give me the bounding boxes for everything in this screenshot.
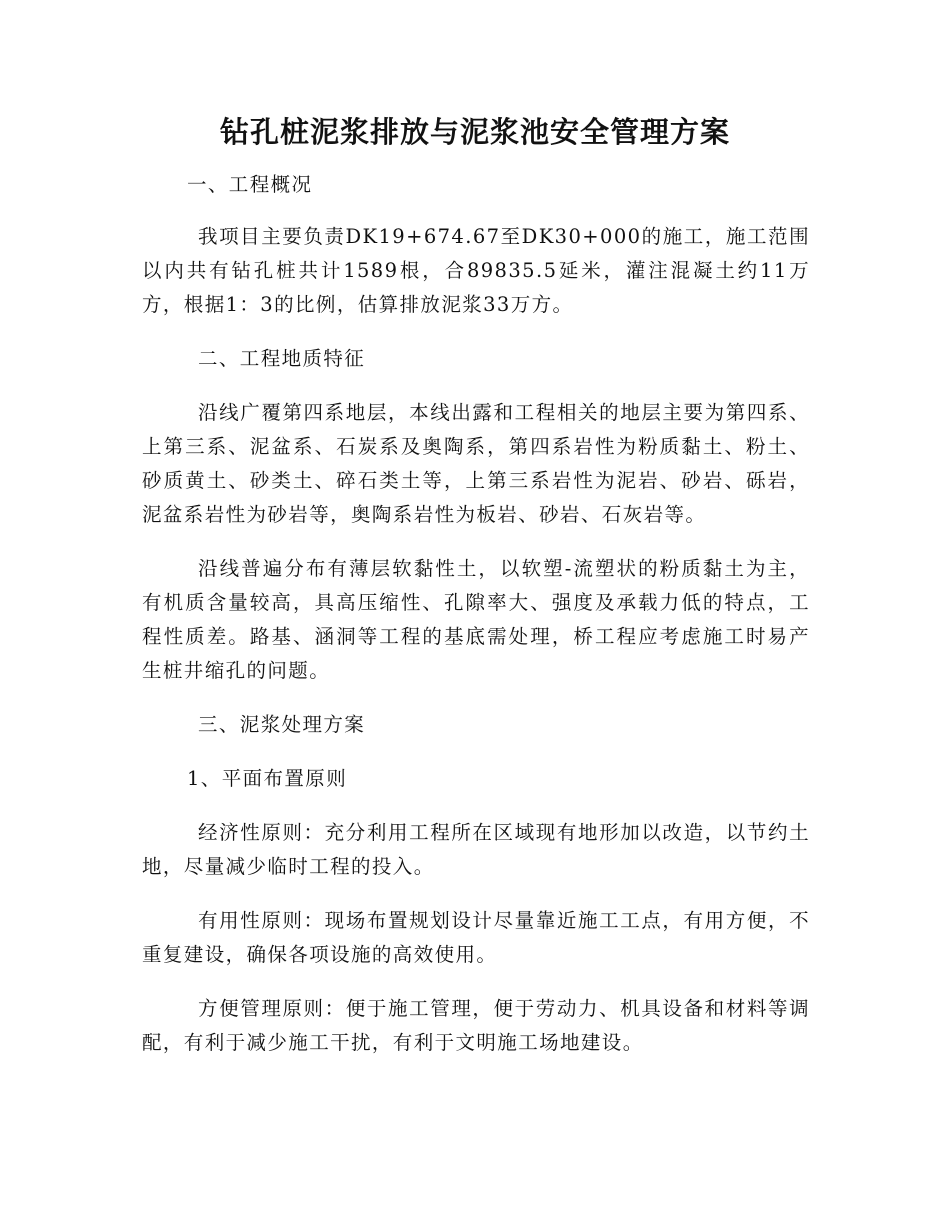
section-heading-mud-treatment: 三、泥浆处理方案 xyxy=(198,713,366,736)
section-heading-overview: 一、工程概况 xyxy=(187,173,313,196)
paragraph-economy-principle: 经济性原则：充分利用工程所在区域现有地形加以改造，以节约土地，尽量减少临时工程的投入。 xyxy=(142,821,810,878)
paragraph-usefulness-principle: 有用性原则：现场布置规划设计尽量靠近施工工点，有用方便，不重复建设，确保各项设施的高效使用。 xyxy=(142,909,810,966)
paragraph-management-principle: 方便管理原则：便于施工管理，便于劳动力、机具设备和材料等调配，有利于减少施工干扰，有利于文明施工场地建设。 xyxy=(142,997,810,1054)
document-title: 钻孔桩泥浆排放与泥浆池安全管理方案 xyxy=(219,115,730,149)
subsection-heading-layout-principles: 1、平面布置原则 xyxy=(187,767,348,790)
paragraph-geology-soft-soil: 沿线普遍分布有薄层软黏性土，以软塑-流塑状的粉质黏土为主，有机质含量较高，具高压缩性、孔隙率大、强度及承载力低的特点，工程性质差。路基、涵洞等工程的基底需处理，桥工程应考虑施工时易产生桩井缩孔的问题。 xyxy=(142,557,810,682)
section-heading-geology: 二、工程地质特征 xyxy=(198,347,366,370)
paragraph-overview: 我项目主要负责DK19+674.67至DK30+000的施工，施工范围以内共有钻孔桩共计1589根，合89835.5延米，灌注混凝土约11万方，根据1：3的比例，估算排放泥浆33万方。 xyxy=(142,225,810,316)
document-body xyxy=(142,168,810,1060)
paragraph-geology-strata: 沿线广覆第四系地层，本线出露和工程相关的地层主要为第四系、上第三系、泥盆系、石炭系及奥陶系，第四系岩性为粉质黏土、粉土、砂质黄土、砂类土、碎石类土等，上第三系岩性为泥岩、砂岩、砾岩，泥盆系岩性为砂岩等，奥陶系岩性为板岩、砂岩、石灰岩等。 xyxy=(142,401,810,526)
